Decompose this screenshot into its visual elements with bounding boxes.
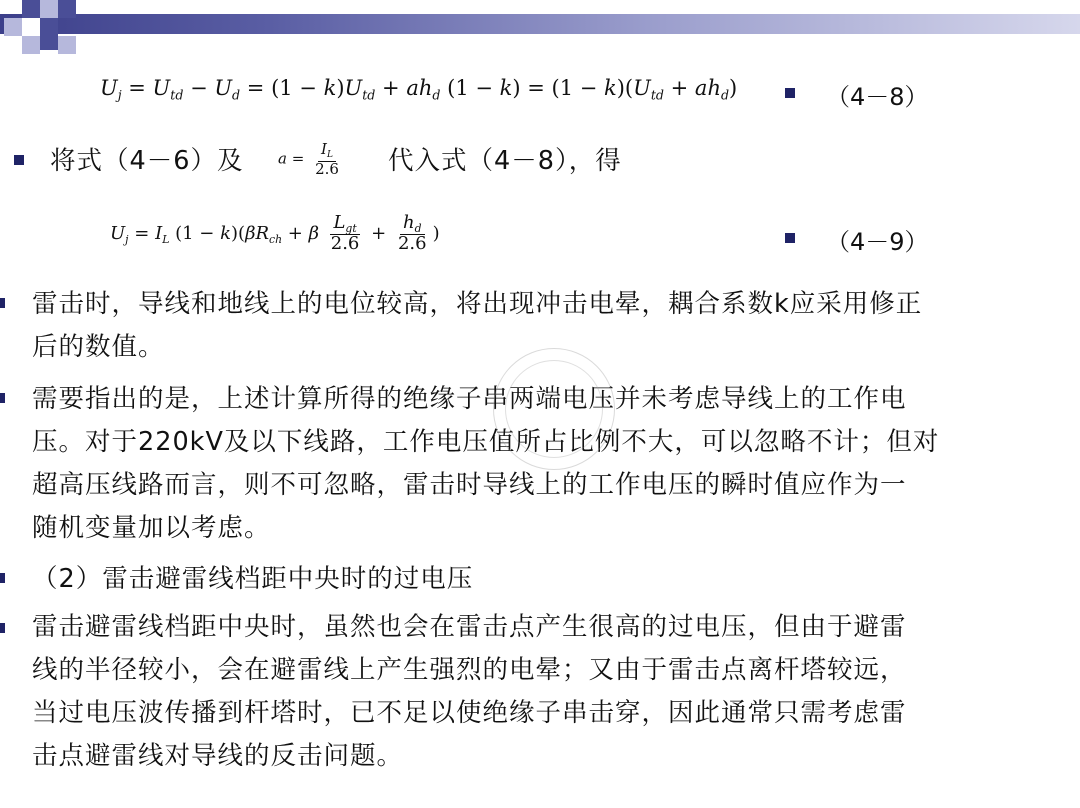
header-square — [22, 36, 40, 54]
bullet — [0, 393, 5, 403]
paragraph-line: 超高压线路而言，则不可忽略，雷击时导线上的工作电压的瞬时值应作为一 — [32, 470, 907, 500]
bullet — [14, 155, 24, 165]
paragraph-4 — [32, 606, 907, 778]
watermark-stamp — [493, 348, 615, 470]
substitution-text-after: 代入式（4－8），得 — [388, 146, 622, 176]
paragraph-line: 压。对于220kV及以下线路，工作电压值所占比例不大，可以忽略不计；但对 — [32, 427, 940, 457]
header-square — [22, 18, 42, 36]
paragraph-line: 雷击避雷线档距中央时，虽然也会在雷击点产生很高的过电压，但由于避雷 — [32, 612, 907, 642]
equation-4-9: $U_j = I_L$ $(1 - k)(\beta R_{ch} + \beta$ $\frac{L_{gt}}{2.6}$ + $\frac{h_d}{2.6}$ ) — [110, 212, 440, 255]
watermark-stamp-ring — [505, 360, 603, 458]
bullet — [0, 573, 5, 583]
paragraph-line: 雷击时，导线和地线上的电位较高，将出现冲击电晕，耦合系数k应采用修正 — [32, 289, 923, 319]
paragraph-1 — [32, 283, 922, 369]
bullet — [785, 233, 795, 243]
equation-number-4-9: （4－9） — [826, 228, 929, 256]
paragraph-line: 随机变量加以考虑。 — [32, 513, 271, 543]
header-bar — [0, 14, 1080, 34]
bullet — [785, 88, 795, 98]
paragraph-line: 需要指出的是，上述计算所得的绝缘子串两端电压并未考虑导线上的工作电 — [32, 384, 907, 414]
paragraph-line: （2）雷击避雷线档距中央时的过电压 — [32, 564, 474, 594]
paragraph-2 — [32, 378, 939, 550]
equation-4-8: $U_j = U_{td} - U_d = (1 - k)U_{td} + ah_d$ $(1 - k) = (1 - k)(U_{td} + ah_d)$ — [100, 76, 738, 103]
paragraph-line: 线的半径较小，会在避雷线上产生强烈的电晕；又由于雷击点离杆塔较远， — [32, 655, 907, 685]
formula-a-definition: a = $\frac{I_L}{2.6}$ — [278, 140, 339, 178]
substitution-text-before: 将式（4－6）及 — [50, 146, 244, 176]
paragraph-line: 击点避雷线对导线的反击问题。 — [32, 741, 404, 771]
header-square — [40, 18, 58, 36]
header-square — [40, 0, 58, 18]
header-square — [58, 0, 76, 18]
paragraph-line: 当过电压波传播到杆塔时，已不足以使绝缘子串击穿，因此通常只需考虑雷 — [32, 698, 907, 728]
equation-number-4-8: （4－8） — [826, 83, 929, 111]
bullet — [0, 623, 5, 633]
paragraph-3 — [32, 558, 473, 601]
header-square — [22, 0, 40, 18]
header-square — [40, 36, 58, 50]
paragraph-line: 后的数值。 — [32, 332, 165, 362]
header-square — [4, 18, 22, 36]
bullet — [0, 298, 5, 308]
header-square — [58, 36, 76, 54]
